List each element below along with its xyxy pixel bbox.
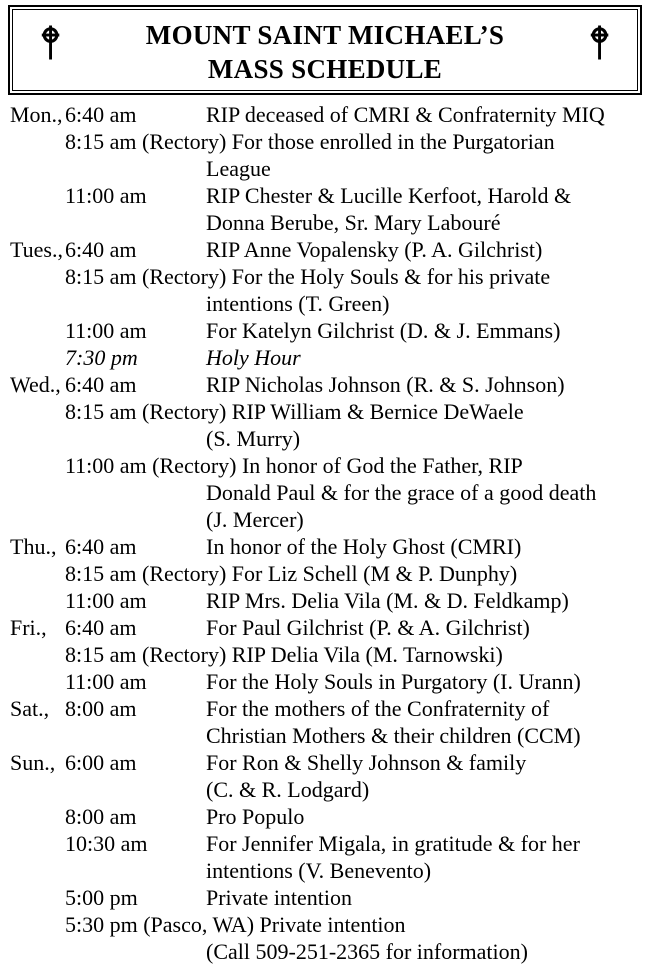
intention-text: Donald Paul & for the grace of a good death: [206, 480, 597, 505]
page-subtitle: MASS SCHEDULE: [207, 54, 443, 84]
schedule-line: [10, 101, 650, 128]
intention-text: Donna Berube, Sr. Mary Labouré: [206, 210, 501, 235]
schedule-line: [10, 911, 650, 938]
time-label: 6:40 am: [65, 102, 137, 127]
schedule-line: [10, 128, 650, 155]
intention-text: intentions (V. Benevento): [206, 858, 432, 883]
time-label: 8:15 am (Rectory) RIP Delia Vila (M. Tarnowski): [65, 642, 503, 667]
intention-text: RIP Chester & Lucille Kerfoot, Harold &: [206, 183, 572, 208]
header-titles: [62, 18, 588, 86]
schedule-line: [10, 344, 650, 371]
intention-text: For Paul Gilchrist (P. & A. Gilchrist): [206, 615, 530, 640]
schedule-line: [10, 830, 650, 857]
schedule-line: [10, 614, 650, 641]
schedule-line: [10, 317, 650, 344]
time-label: 8:00 am: [65, 696, 137, 721]
day-label: Sun.,: [10, 750, 56, 775]
intention-text: Christian Mothers & their children (CCM): [206, 723, 581, 748]
time-label: 11:00 am (Rectory) In honor of God the Father, RIP: [65, 453, 523, 478]
time-label: 6:40 am: [65, 534, 137, 559]
time-label: 7:30 pm: [65, 345, 138, 370]
time-label: 8:15 am (Rectory) RIP William & Bernice DeWaele: [65, 399, 524, 424]
mass-schedule-list: [0, 101, 650, 965]
intention-text: In honor of the Holy Ghost (CMRI): [206, 534, 522, 559]
schedule-line: [10, 803, 650, 830]
header-box: [8, 5, 642, 95]
day-label: Wed.,: [10, 372, 61, 397]
schedule-line: [10, 425, 650, 452]
time-label: 5:00 pm: [65, 885, 138, 910]
intention-text: Pro Populo: [206, 804, 305, 829]
intention-text: (J. Mercer): [206, 507, 304, 532]
schedule-line: [10, 155, 650, 182]
time-label: 11:00 am: [65, 669, 147, 694]
schedule-line: [10, 398, 650, 425]
time-label: 8:15 am (Rectory) For Liz Schell (M & P. Dunphy): [65, 561, 518, 586]
schedule-line: [10, 857, 650, 884]
intention-text: For Jennifer Migala, in gratitude & for her: [206, 831, 580, 856]
intention-text: For the mothers of the Confraternity of: [206, 696, 550, 721]
intention-text: For Ron & Shelly Johnson & family: [206, 750, 527, 775]
schedule-line: [10, 668, 650, 695]
schedule-line: [10, 749, 650, 776]
celtic-cross-icon: [588, 25, 611, 60]
schedule-line: [10, 371, 650, 398]
day-label: Thu.,: [10, 534, 57, 559]
time-label: 6:00 am: [65, 750, 137, 775]
intention-text: Private intention: [206, 885, 353, 910]
time-label: 11:00 am: [65, 318, 147, 343]
schedule-line: [10, 182, 650, 209]
time-label: 8:00 am: [65, 804, 137, 829]
intention-text: RIP Anne Vopalensky (P. A. Gilchrist): [206, 237, 543, 262]
intention-text: Holy Hour: [206, 345, 301, 370]
day-label: Tues.,: [10, 237, 63, 262]
schedule-line: [10, 776, 650, 803]
intention-text: League: [206, 156, 271, 181]
time-label: 6:40 am: [65, 615, 137, 640]
time-label: 6:40 am: [65, 372, 137, 397]
header-inner: [12, 9, 638, 91]
schedule-line: [10, 479, 650, 506]
bulletin-page: [0, 5, 650, 965]
schedule-line: [10, 641, 650, 668]
intention-text: RIP deceased of CMRI & Confraternity MIQ: [206, 102, 605, 127]
schedule-line: [10, 695, 650, 722]
schedule-line: [10, 560, 650, 587]
celtic-cross-icon: [39, 25, 62, 60]
time-label: 11:00 am: [65, 588, 147, 613]
intention-text: For Katelyn Gilchrist (D. & J. Emmans): [206, 318, 561, 343]
schedule-line: [10, 452, 650, 479]
schedule-line: [10, 290, 650, 317]
schedule-line: [10, 938, 650, 965]
time-label: 5:30 pm (Pasco, WA) Private intention: [65, 912, 406, 937]
intention-text: RIP Nicholas Johnson (R. & S. Johnson): [206, 372, 565, 397]
time-label: 11:00 am: [65, 183, 147, 208]
schedule-line: [10, 587, 650, 614]
intention-text: intentions (T. Green): [206, 291, 390, 316]
day-label: Sat.,: [10, 696, 50, 721]
schedule-line: [10, 533, 650, 560]
intention-text: For the Holy Souls in Purgatory (I. Urann): [206, 669, 581, 694]
schedule-line: [10, 263, 650, 290]
time-label: 8:15 am (Rectory) For the Holy Souls & for his private: [65, 264, 551, 289]
time-label: 6:40 am: [65, 237, 137, 262]
schedule-line: [10, 884, 650, 911]
day-label: Mon.,: [10, 102, 63, 127]
intention-text: RIP Mrs. Delia Vila (M. & D. Feldkamp): [206, 588, 569, 613]
time-label: 10:30 am: [65, 831, 148, 856]
schedule-line: [10, 209, 650, 236]
day-label: Fri.,: [10, 615, 47, 640]
schedule-line: [10, 722, 650, 749]
schedule-line: [10, 506, 650, 533]
intention-text: (Call 509-251-2365 for information): [206, 939, 528, 964]
intention-text: (S. Murry): [206, 426, 301, 451]
page-title: MOUNT SAINT MICHAEL’S: [145, 20, 505, 50]
intention-text: (C. & R. Lodgard): [206, 777, 370, 802]
schedule-line: [10, 236, 650, 263]
time-label: 8:15 am (Rectory) For those enrolled in the Purgatorian: [65, 129, 555, 154]
